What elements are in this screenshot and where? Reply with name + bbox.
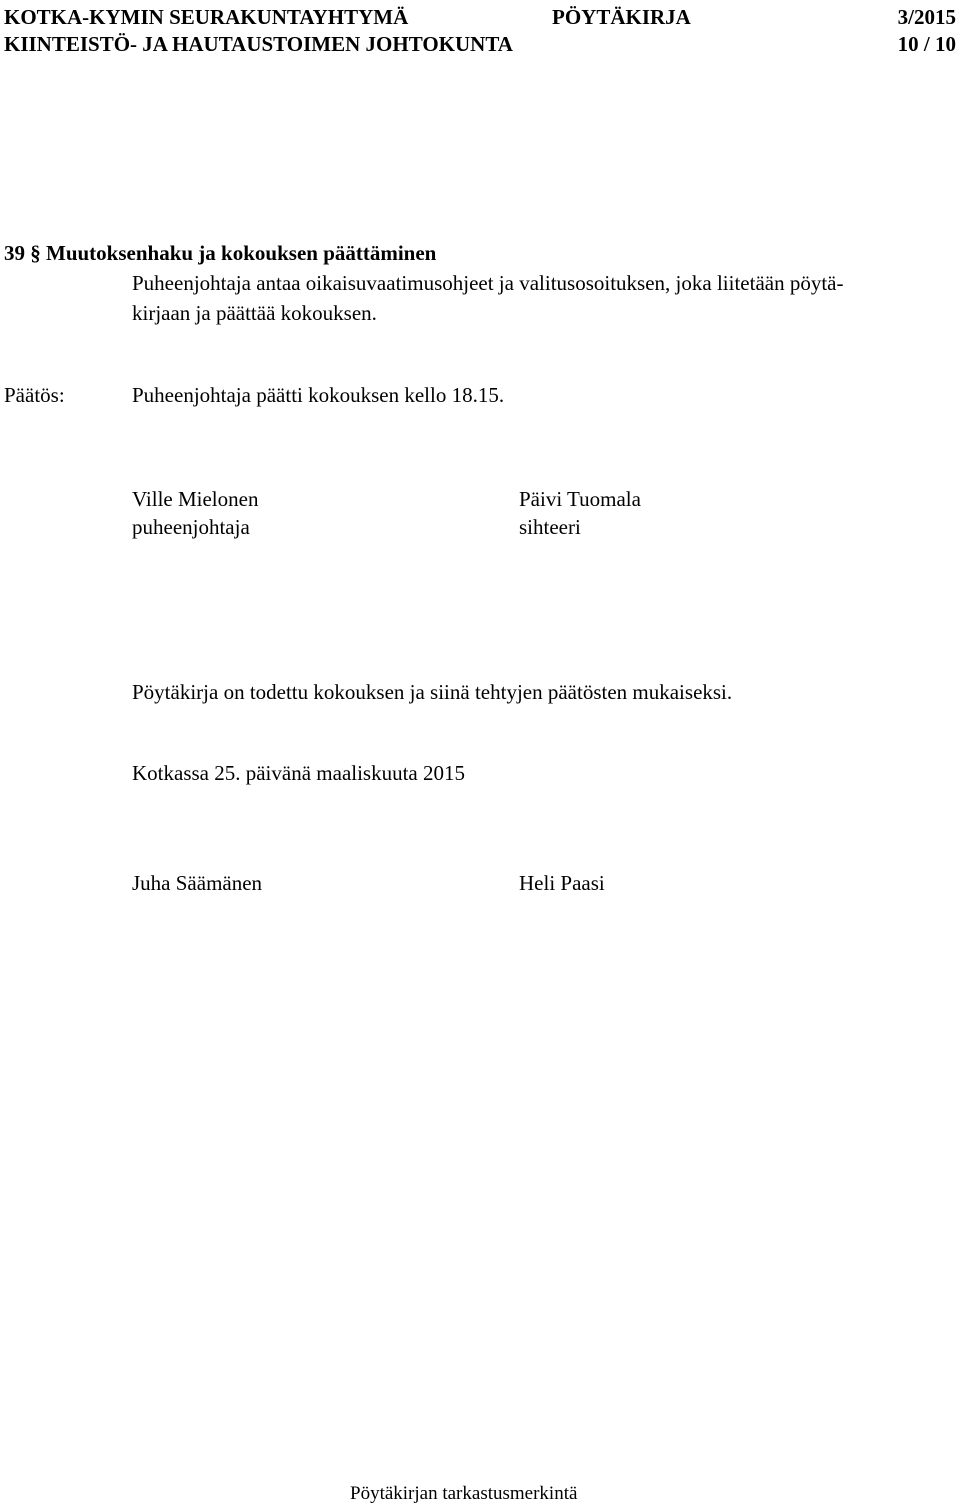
chair-name: Ville Mielonen <box>132 487 259 511</box>
secretary-role: sihteeri <box>519 515 581 539</box>
section-number: 39 <box>4 241 25 265</box>
verification-statement: Pöytäkirja on todettu kokouksen ja siinä tehtyjen päätösten mukaiseksi. <box>132 680 733 704</box>
secretary-name: Päivi Tuomala <box>519 487 641 511</box>
document-number: 3/2015 <box>897 5 956 29</box>
board-name: KIINTEISTÖ- JA HAUTAUSTOIMEN JOHTOKUNTA <box>4 32 513 56</box>
decision-text: Puheenjohtaja päätti kokouksen kello 18.15. <box>132 383 505 407</box>
section-symbol: § <box>30 241 41 265</box>
section-title: Muutoksenhaku ja kokouksen päättäminen <box>46 241 437 265</box>
page-number: 10 / 10 <box>897 32 956 56</box>
document-type: PÖYTÄKIRJA <box>552 5 691 29</box>
footer-text: Pöytäkirjan tarkastusmerkintä <box>350 1483 578 1504</box>
section-body-line-1: Puheenjohtaja antaa oikaisuvaatimusohjeet ja valitusosoituksen, joka liitetään pöytä- <box>132 271 844 295</box>
section-heading <box>4 243 436 264</box>
section-body-line-2: kirjaan ja päättää kokouksen. <box>132 301 377 325</box>
verification-place-date: Kotkassa 25. päivänä maaliskuuta 2015 <box>132 761 466 785</box>
organization-name: KOTKA-KYMIN SEURAKUNTAYHTYMÄ <box>4 5 409 29</box>
examiner-1-name: Juha Säämänen <box>132 871 263 895</box>
decision-label: Päätös: <box>4 383 65 407</box>
chair-role: puheenjohtaja <box>132 515 250 539</box>
examiner-2-name: Heli Paasi <box>519 871 605 895</box>
